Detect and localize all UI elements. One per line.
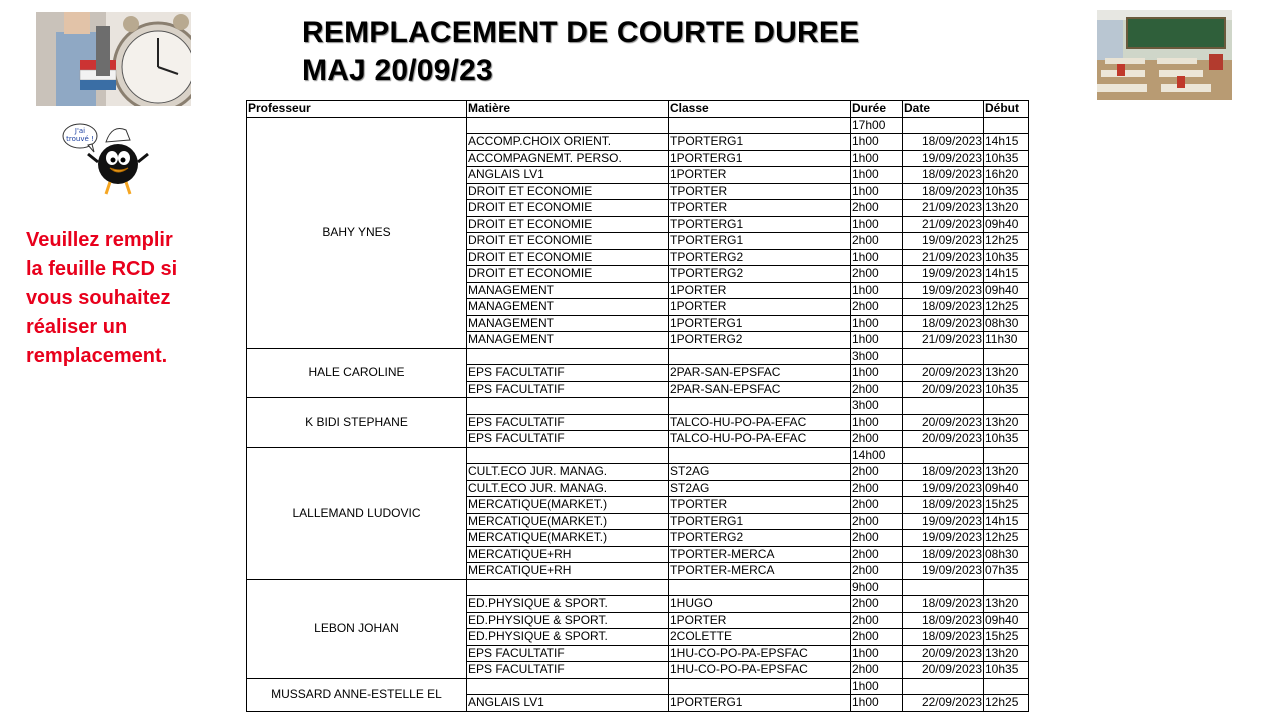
cell-empty	[467, 348, 669, 365]
cell-classe: 1HU-CO-PO-PA-EPSFAC	[669, 645, 851, 662]
cell-classe: TPORTER	[669, 200, 851, 217]
cell-empty	[467, 398, 669, 415]
cell-debut: 13h20	[984, 414, 1029, 431]
cell-empty	[903, 579, 984, 596]
cell-debut: 13h20	[984, 200, 1029, 217]
cell-empty	[984, 117, 1029, 134]
cell-matiere: ANGLAIS LV1	[467, 167, 669, 184]
cell-date: 20/09/2023	[903, 381, 984, 398]
cell-classe: TPORTERG2	[669, 249, 851, 266]
cell-empty	[903, 117, 984, 134]
cell-matiere: ANGLAIS LV1	[467, 695, 669, 712]
cell-date: 18/09/2023	[903, 497, 984, 514]
cell-debut: 10h35	[984, 150, 1029, 167]
cell-empty	[669, 579, 851, 596]
table-row-total	[247, 678, 1029, 695]
cell-empty	[984, 348, 1029, 365]
cell-empty	[984, 398, 1029, 415]
cell-date: 19/09/2023	[903, 563, 984, 580]
cell-empty	[669, 447, 851, 464]
cell-total-duree: 3h00	[851, 398, 903, 415]
cell-date: 20/09/2023	[903, 365, 984, 382]
cell-date: 22/09/2023	[903, 695, 984, 712]
cell-empty	[669, 678, 851, 695]
cell-debut: 08h30	[984, 315, 1029, 332]
cell-debut: 10h35	[984, 662, 1029, 679]
cell-duree: 1h00	[851, 365, 903, 382]
cell-professeur: K BIDI STEPHANE	[247, 398, 467, 448]
header-classe: Classe	[669, 101, 851, 118]
cell-professeur: BAHY YNES	[247, 117, 467, 348]
cell-matiere: DROIT ET ECONOMIE	[467, 266, 669, 283]
cell-matiere: DROIT ET ECONOMIE	[467, 233, 669, 250]
cell-classe: TPORTER	[669, 497, 851, 514]
cell-date: 20/09/2023	[903, 414, 984, 431]
cell-classe: 2PAR-SAN-EPSFAC	[669, 365, 851, 382]
cell-debut: 12h25	[984, 695, 1029, 712]
cell-date: 18/09/2023	[903, 299, 984, 316]
cell-duree: 2h00	[851, 464, 903, 481]
cell-classe: TALCO-HU-PO-PA-EFAC	[669, 431, 851, 448]
student-clock-photo	[36, 12, 191, 106]
cell-empty	[903, 398, 984, 415]
cell-classe: 1HU-CO-PO-PA-EPSFAC	[669, 662, 851, 679]
cell-classe: 1HUGO	[669, 596, 851, 613]
cell-duree: 1h00	[851, 332, 903, 349]
cell-duree: 1h00	[851, 282, 903, 299]
cell-matiere: EPS FACULTATIF	[467, 662, 669, 679]
cell-empty	[467, 579, 669, 596]
cell-debut: 09h40	[984, 216, 1029, 233]
cell-date: 18/09/2023	[903, 629, 984, 646]
cell-debut: 10h35	[984, 381, 1029, 398]
cell-classe: 1PORTER	[669, 167, 851, 184]
cell-date: 21/09/2023	[903, 249, 984, 266]
cell-classe: 1PORTERG2	[669, 332, 851, 349]
cell-date: 19/09/2023	[903, 266, 984, 283]
table-row-total	[247, 447, 1029, 464]
cell-classe: 1PORTERG1	[669, 695, 851, 712]
header-duree: Durée	[851, 101, 903, 118]
cell-classe: TALCO-HU-PO-PA-EFAC	[669, 414, 851, 431]
cell-duree: 2h00	[851, 513, 903, 530]
cell-debut: 11h30	[984, 332, 1029, 349]
header-matiere: Matière	[467, 101, 669, 118]
cell-date: 19/09/2023	[903, 480, 984, 497]
cell-duree: 1h00	[851, 183, 903, 200]
cell-matiere: ED.PHYSIQUE & SPORT.	[467, 629, 669, 646]
cell-classe: 1PORTERG1	[669, 150, 851, 167]
cell-matiere: MANAGEMENT	[467, 315, 669, 332]
cell-debut: 15h25	[984, 629, 1029, 646]
cell-debut: 14h15	[984, 513, 1029, 530]
cell-classe: 1PORTERG1	[669, 315, 851, 332]
cell-professeur: LALLEMAND LUDOVIC	[247, 447, 467, 579]
cell-debut: 10h35	[984, 183, 1029, 200]
cell-duree: 2h00	[851, 662, 903, 679]
cell-debut: 12h25	[984, 299, 1029, 316]
cell-classe: TPORTERG2	[669, 266, 851, 283]
cell-matiere: CULT.ECO JUR. MANAG.	[467, 464, 669, 481]
cell-duree: 1h00	[851, 216, 903, 233]
message-line: la feuille RCD si	[26, 258, 178, 280]
message-line: vous souhaitez	[26, 287, 171, 309]
cell-empty	[669, 117, 851, 134]
cell-classe: 1PORTER	[669, 282, 851, 299]
cell-date: 18/09/2023	[903, 183, 984, 200]
cell-empty	[984, 579, 1029, 596]
cell-debut: 13h20	[984, 596, 1029, 613]
table-row-total	[247, 579, 1029, 596]
cell-empty	[467, 678, 669, 695]
cell-date: 19/09/2023	[903, 233, 984, 250]
cell-matiere: ACCOMP.CHOIX ORIENT.	[467, 134, 669, 151]
cell-date: 18/09/2023	[903, 612, 984, 629]
cell-matiere: EPS FACULTATIF	[467, 381, 669, 398]
header-debut: Début	[984, 101, 1029, 118]
cell-date: 21/09/2023	[903, 200, 984, 217]
cell-matiere: DROIT ET ECONOMIE	[467, 249, 669, 266]
cell-duree: 1h00	[851, 249, 903, 266]
cell-duree: 2h00	[851, 546, 903, 563]
cell-date: 20/09/2023	[903, 645, 984, 662]
message-line: Veuillez remplir	[26, 229, 173, 251]
cell-debut: 13h20	[984, 645, 1029, 662]
cell-matiere: MERCATIQUE(MARKET.)	[467, 513, 669, 530]
cell-classe: TPORTERG1	[669, 216, 851, 233]
cell-date: 19/09/2023	[903, 530, 984, 547]
svg-text:trouvé !: trouvé !	[66, 135, 94, 143]
rcd-instruction-message	[26, 226, 226, 371]
cell-matiere: ACCOMPAGNEMT. PERSO.	[467, 150, 669, 167]
cell-empty	[669, 348, 851, 365]
cell-matiere: DROIT ET ECONOMIE	[467, 183, 669, 200]
cell-classe: TPORTERG1	[669, 233, 851, 250]
cell-date: 20/09/2023	[903, 431, 984, 448]
table-row-total	[247, 117, 1029, 134]
svg-text:J'ai: J'ai	[74, 127, 86, 135]
cell-debut: 12h25	[984, 233, 1029, 250]
cell-duree: 1h00	[851, 645, 903, 662]
cell-classe: ST2AG	[669, 480, 851, 497]
cell-debut: 14h15	[984, 266, 1029, 283]
cell-matiere: MERCATIQUE(MARKET.)	[467, 497, 669, 514]
cell-date: 19/09/2023	[903, 513, 984, 530]
cell-professeur: LEBON JOHAN	[247, 579, 467, 678]
cell-empty	[903, 447, 984, 464]
cell-matiere: DROIT ET ECONOMIE	[467, 216, 669, 233]
cell-empty	[467, 117, 669, 134]
title-line-2: MAJ 20/09/23	[302, 54, 493, 87]
cell-duree: 2h00	[851, 530, 903, 547]
cell-debut: 09h40	[984, 612, 1029, 629]
cell-date: 18/09/2023	[903, 546, 984, 563]
cell-matiere: MANAGEMENT	[467, 299, 669, 316]
cell-classe: TPORTER-MERCA	[669, 546, 851, 563]
cell-total-duree: 3h00	[851, 348, 903, 365]
cell-matiere: EPS FACULTATIF	[467, 365, 669, 382]
cell-empty	[669, 398, 851, 415]
cell-empty	[984, 447, 1029, 464]
cell-total-duree: 1h00	[851, 678, 903, 695]
cell-debut: 12h25	[984, 530, 1029, 547]
cell-total-duree: 9h00	[851, 579, 903, 596]
cell-duree: 2h00	[851, 563, 903, 580]
cell-classe: 1PORTER	[669, 612, 851, 629]
cell-duree: 2h00	[851, 381, 903, 398]
cell-empty	[467, 447, 669, 464]
cell-debut: 15h25	[984, 497, 1029, 514]
cell-debut: 14h15	[984, 134, 1029, 151]
title-line-1: REMPLACEMENT DE COURTE DUREE	[302, 16, 860, 49]
cell-matiere: MANAGEMENT	[467, 332, 669, 349]
cell-matiere: MERCATIQUE+RH	[467, 563, 669, 580]
cell-debut: 10h35	[984, 431, 1029, 448]
message-line: réaliser un	[26, 316, 128, 338]
cell-matiere: EPS FACULTATIF	[467, 645, 669, 662]
cell-date: 18/09/2023	[903, 167, 984, 184]
cell-matiere: EPS FACULTATIF	[467, 431, 669, 448]
cell-date: 19/09/2023	[903, 150, 984, 167]
table-header-row	[247, 101, 1029, 118]
cell-matiere: MANAGEMENT	[467, 282, 669, 299]
cell-duree: 2h00	[851, 497, 903, 514]
cell-date: 18/09/2023	[903, 315, 984, 332]
cell-professeur: HALE CAROLINE	[247, 348, 467, 398]
cell-classe: TPORTERG1	[669, 513, 851, 530]
classroom-photo	[1097, 10, 1232, 100]
cell-date: 21/09/2023	[903, 216, 984, 233]
cell-debut: 08h30	[984, 546, 1029, 563]
cell-duree: 1h00	[851, 414, 903, 431]
cell-duree: 2h00	[851, 480, 903, 497]
cell-date: 19/09/2023	[903, 282, 984, 299]
cell-debut: 13h20	[984, 464, 1029, 481]
cell-duree: 2h00	[851, 629, 903, 646]
cell-classe: TPORTERG2	[669, 530, 851, 547]
table-row-total	[247, 398, 1029, 415]
cell-duree: 2h00	[851, 200, 903, 217]
cell-duree: 2h00	[851, 266, 903, 283]
cell-duree: 1h00	[851, 315, 903, 332]
replacement-table	[246, 100, 1029, 712]
cell-date: 21/09/2023	[903, 332, 984, 349]
cell-duree: 2h00	[851, 431, 903, 448]
cell-matiere: CULT.ECO JUR. MANAG.	[467, 480, 669, 497]
cell-date: 18/09/2023	[903, 596, 984, 613]
cell-total-duree: 17h00	[851, 117, 903, 134]
cell-matiere: MERCATIQUE+RH	[467, 546, 669, 563]
cell-debut: 16h20	[984, 167, 1029, 184]
cell-debut: 09h40	[984, 282, 1029, 299]
page-title	[302, 14, 859, 90]
cell-professeur: MUSSARD ANNE-ESTELLE EL	[247, 678, 467, 711]
calimero-chick-illustration	[60, 118, 150, 198]
cell-total-duree: 14h00	[851, 447, 903, 464]
cell-date: 18/09/2023	[903, 134, 984, 151]
cell-date: 18/09/2023	[903, 464, 984, 481]
cell-duree: 1h00	[851, 134, 903, 151]
header-date: Date	[903, 101, 984, 118]
table-row-total	[247, 348, 1029, 365]
cell-matiere: ED.PHYSIQUE & SPORT.	[467, 596, 669, 613]
cell-classe: TPORTER	[669, 183, 851, 200]
cell-duree: 2h00	[851, 233, 903, 250]
cell-matiere: MERCATIQUE(MARKET.)	[467, 530, 669, 547]
cell-classe: ST2AG	[669, 464, 851, 481]
cell-duree: 2h00	[851, 596, 903, 613]
cell-duree: 1h00	[851, 150, 903, 167]
cell-debut: 09h40	[984, 480, 1029, 497]
cell-classe: TPORTER-MERCA	[669, 563, 851, 580]
cell-duree: 1h00	[851, 695, 903, 712]
cell-duree: 1h00	[851, 167, 903, 184]
cell-debut: 10h35	[984, 249, 1029, 266]
cell-matiere: EPS FACULTATIF	[467, 414, 669, 431]
cell-duree: 2h00	[851, 612, 903, 629]
cell-date: 20/09/2023	[903, 662, 984, 679]
header-professeur: Professeur	[247, 101, 467, 118]
cell-empty	[984, 678, 1029, 695]
cell-debut: 13h20	[984, 365, 1029, 382]
cell-classe: 2PAR-SAN-EPSFAC	[669, 381, 851, 398]
cell-debut: 07h35	[984, 563, 1029, 580]
cell-empty	[903, 678, 984, 695]
cell-classe: TPORTERG1	[669, 134, 851, 151]
cell-classe: 1PORTER	[669, 299, 851, 316]
cell-classe: 2COLETTE	[669, 629, 851, 646]
cell-matiere: ED.PHYSIQUE & SPORT.	[467, 612, 669, 629]
message-line: remplacement.	[26, 345, 168, 367]
cell-duree: 2h00	[851, 299, 903, 316]
cell-matiere: DROIT ET ECONOMIE	[467, 200, 669, 217]
cell-empty	[903, 348, 984, 365]
